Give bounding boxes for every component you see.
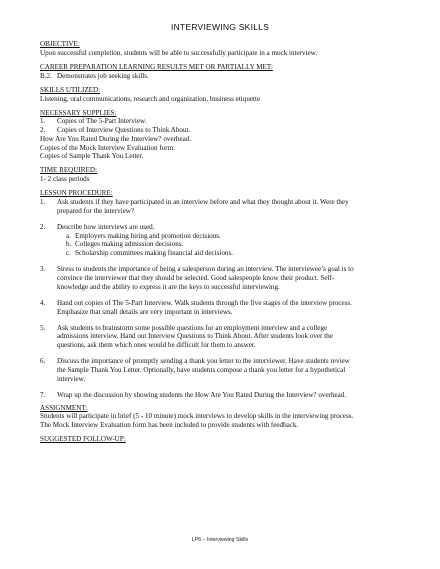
document-body (40, 40, 400, 450)
procedure-step (40, 391, 400, 400)
objective-heading: OBJECTIVE: (40, 40, 80, 48)
procedure-step (40, 198, 400, 215)
procedure-step (40, 265, 400, 291)
skills-text: Listening, oral communications, research and organization, business etiquette (40, 94, 261, 103)
skills-heading: SKILLS UTILIZED: (40, 85, 101, 94)
procedure-step-line: Wrap up the discussion by showing students the How Are You Rated During the Interview? overhead. (57, 391, 347, 399)
supplies-item (40, 117, 400, 126)
assignment-line: Students will participate in brief (5 - 10 minute) mock interviews to develop skills in the interviewing process. (40, 412, 354, 421)
career-text: Demonstrates job seeking skills. (57, 71, 149, 80)
procedure-step-line: questions, ask them which ones would be difficult for them to answer. (57, 341, 256, 350)
supplies-extra-line: Copies of Sample Thank You Letter. (40, 152, 144, 161)
career-heading: CAREER PREPARATION LEARNING RESULTS MET OR PARTIALLY MET: (40, 62, 273, 71)
supplies-item-number: 1. (40, 117, 46, 126)
supplies-item (40, 126, 400, 135)
skills-section (40, 86, 400, 103)
procedure-subitem (57, 232, 400, 241)
subitem-text: Employers making hiring and promotion decisions. (75, 231, 221, 240)
procedure-step-number: 1. (40, 198, 46, 207)
procedure-step-line: Stress to students the importance of being a salesperson during an interview. The interviewee’s goal is to (57, 265, 354, 274)
followup-heading: SUGGESTED FOLLOW-UP: (40, 435, 126, 444)
assignment-section (40, 404, 400, 430)
career-code: B.2. (40, 71, 52, 80)
procedure-step-line: Describe how interviews are used. (57, 222, 155, 231)
procedure-step-number: 6. (40, 357, 46, 366)
procedure-step-line: Ask students if they have participated in an interview before and what they thought about it. Were they (57, 198, 349, 207)
career-section (40, 63, 400, 80)
procedure-step-number: 2. (40, 222, 46, 231)
career-item (40, 72, 400, 81)
subitem-text: Scholarship committees making financial aid decisions. (75, 249, 233, 258)
supplies-extra-line: Copies of the Mock Interview Evaluation form. (40, 143, 175, 152)
objective-section (40, 40, 400, 57)
procedure-subitem (57, 249, 400, 258)
procedure-step-number: 5. (40, 323, 46, 332)
assignment-heading: ASSIGNMENT: (40, 403, 88, 412)
subitem-text: Colleges making admission decisions. (75, 240, 184, 249)
procedure-step-line: prepared for the interview? (57, 206, 135, 215)
procedure-step-line: interview. (57, 374, 86, 383)
subitem-letter: c. (66, 249, 71, 258)
subitem-letter: b. (66, 240, 72, 249)
supplies-section (40, 109, 400, 161)
procedure-step-line: convince the interviewer that they should be selected. Good salespeople know their product. Self- (57, 273, 335, 282)
procedure-step-line: the Sample Thank You Letter. Optionally, have students compose a thank you letter for a hypothetical (57, 366, 346, 375)
procedure-step-number: 3. (40, 265, 46, 274)
procedure-step-line: Discuss the importance of promptly sending a thank you letter to the interviewer. Have students review (57, 357, 350, 366)
procedure-step-line: Emphasize that small details are very important in interviews. (57, 307, 233, 316)
followup-section (40, 435, 400, 444)
procedure-step (40, 324, 400, 350)
procedure-step (40, 357, 400, 383)
procedure-step (40, 223, 400, 258)
page-title: INTERVIEWING SKILLS (170, 22, 270, 32)
supplies-heading: NECESSARY SUPPLIES: (40, 108, 117, 117)
procedure-step-number: 7. (40, 391, 46, 399)
time-text: 1- 2 class periods (40, 175, 90, 184)
supplies-item-text: Copies of The 5-Part Interview. (57, 117, 147, 126)
procedure-section (40, 189, 400, 399)
procedure-step-number: 4. (40, 298, 46, 307)
procedure-step-line: admissions interview. Hand out Interview Questions to Think About. After students look over the (57, 332, 333, 341)
time-section (40, 166, 400, 183)
objective-text: Upon successful completion, students will be able to successfully participate in a mock interview. (40, 48, 318, 57)
time-heading: TIME REQUIRED: (40, 166, 97, 175)
procedure-step (40, 299, 400, 316)
supplies-item-text: Copies of Interview Questions to Think About. (57, 126, 191, 135)
page-footer: LP6 – Interviewing Skills (191, 537, 249, 543)
procedure-subitem (57, 240, 400, 249)
assignment-line: The Mock Interview Evaluation form has been included to provide students with feedback. (40, 421, 299, 430)
procedure-step-line: Hand out copies of The 5-Part Interview. Walk students through the five stages of the interview process. (57, 298, 352, 307)
subitem-letter: a. (66, 231, 71, 240)
procedure-step-line: Ask students to brainstorm some possible questions for an employment interview and a college (57, 323, 328, 332)
supplies-item-number: 2. (40, 126, 46, 135)
procedure-step-line: knowledge and the ability to express it are the keys to successful interviewing. (57, 282, 280, 291)
procedure-heading: LESSON PROCEDURE: (40, 189, 113, 198)
supplies-extra-line: How Are You Rated During the Interview? overhead. (40, 134, 192, 143)
